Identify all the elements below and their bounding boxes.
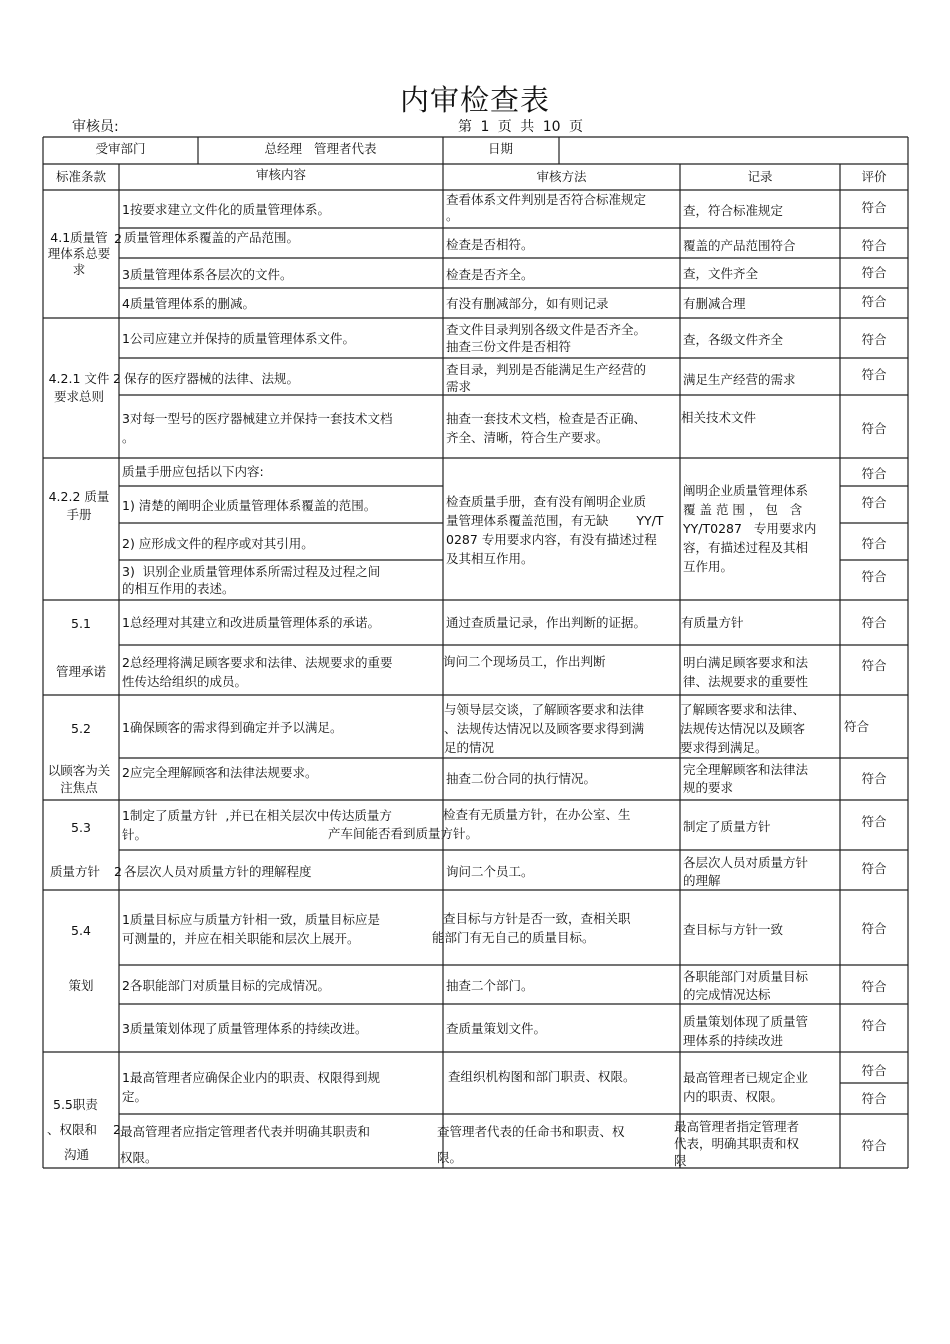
row-14-record: 完全理解顾客和法律法 规的要求 — [683, 762, 809, 795]
row-12-record: 明白满足顾客要求和法 律、法规要求的重要性 — [683, 655, 809, 689]
clause-4-2-1: 4.2.1 文件 要求总则 — [48, 371, 110, 404]
row-18-method: 抽查二个部门。 — [446, 978, 534, 993]
row-20-record: 最高管理者已规定企业 内的职责、权限。 — [683, 1070, 809, 1104]
row-20-eval: 符合 — [861, 1063, 887, 1078]
row-15-record: 制定了质量方针 — [683, 819, 771, 834]
row-6-content: 3对每一型号的医疗器械建立并保持一套技术文档 。 — [122, 411, 393, 445]
row-8-content: 1) 清楚的阐明企业质量管理体系覆盖的范围。 — [122, 498, 377, 513]
row-17-record: 查目标与方针一致 — [683, 922, 784, 937]
row-16-content: 各层次人员对质量方针的理解程度 — [124, 864, 312, 879]
clause-5-1-number: 5.1 — [71, 616, 91, 631]
row-11-record: 有质量方针 — [681, 615, 744, 630]
row-21-method: 查管理者代表的任命书和职责、权 限。 — [437, 1124, 625, 1165]
row-2-record: 查，文件齐全 — [683, 266, 759, 281]
row-4-2-2-record: 阐明企业质量管理体系 覆 盖 范 围 ， 包 含 YY/T0287 专用要求内 容，有描述过程及其相 互作用。 — [683, 483, 817, 574]
row-14-content: 2应完全理解顾客和法律法规要求。 — [122, 765, 318, 780]
row-1-eval: 符合 — [861, 238, 887, 253]
row-11-content: 1总经理对其建立和改进质量管理体系的承诺。 — [122, 615, 380, 630]
row-18-content: 2各职能部门对质量目标的完成情况。 — [122, 978, 330, 993]
row-0-eval: 符合 — [861, 200, 887, 215]
row-0-content: 1按要求建立文件化的质量管理体系。 — [122, 202, 330, 217]
row-12-eval: 符合 — [861, 658, 887, 673]
row-19-record: 质量策划体现了质量管 理体系的持续改进 — [683, 1014, 809, 1048]
row-16-record: 各层次人员对质量方针 的理解 — [683, 855, 809, 888]
clause-5-2-name: 以顾客为关 注焦点 — [47, 763, 111, 795]
row-18-eval: 符合 — [861, 979, 887, 994]
row-9-eval: 符合 — [861, 536, 887, 551]
row-0-record: 查，符合标准规定 — [683, 203, 784, 218]
row-3-eval: 符合 — [861, 294, 887, 309]
row-15-content: 1制定了质量方针 ,并已在相关层次中传达质量方 针。 — [122, 808, 392, 842]
row-3-method: 有没有删减部分，如有则记录 — [446, 296, 609, 311]
clause-5-2-number: 5.2 — [71, 721, 91, 736]
row-4-eval: 符合 — [861, 332, 887, 347]
page-title: 内审检查表 — [399, 83, 550, 117]
row-2-eval: 符合 — [861, 265, 887, 280]
row-12-method: 询问二个现场员工，作出判断 — [443, 654, 606, 669]
row-12-content: 2总经理将满足顾客要求和法律、法规要求的重要 性传达给组织的成员。 — [122, 655, 393, 689]
auditor-label: 审核员: — [72, 119, 119, 135]
row-5-method: 查目录，判别是否能满足生产经营的 需求 — [446, 362, 647, 394]
date-label: 日期 — [488, 141, 514, 156]
row-4-method: 查文件目录判别各级文件是否齐全。 抽查三份文件是否相符 — [446, 322, 647, 354]
row-17-method-cont: 能部门有无自己的质量目标。 — [432, 930, 595, 945]
row-7-content: 质量手册应包括以下内容: — [122, 464, 264, 479]
dept-label: 受审部门 — [95, 141, 146, 156]
row-6-eval: 符合 — [861, 421, 887, 436]
row-0-method: 查看体系文件判别是否符合标准规定 。 — [446, 192, 647, 223]
clause-5-1-name: 管理承诺 — [55, 664, 106, 679]
row-21-content: 最高管理者应指定管理者代表并明确其职责和 权限。 — [120, 1124, 371, 1165]
row-4-record: 查，各级文件齐全 — [683, 332, 784, 347]
row-15-method: 检查有无质量方针，在办公室、生 — [443, 807, 631, 822]
row-14-eval: 符合 — [861, 771, 887, 786]
row-19-method: 查质量策划文件。 — [446, 1021, 547, 1036]
col-header-eval: 评价 — [861, 169, 887, 184]
row-15-eval: 符合 — [861, 814, 887, 829]
row-5-content: 保存的医疗器械的法律、法规。 — [124, 371, 300, 386]
row-18-record: 各职能部门对质量目标 的完成情况达标 — [683, 969, 809, 1002]
col-header-record: 记录 — [747, 169, 773, 184]
clause-4-1-marker: 2 — [114, 231, 122, 246]
row-14-method: 抽查二份合同的执行情况。 — [446, 771, 597, 786]
clause-5-3-name: 质量方针 — [50, 864, 101, 879]
row-10-content: 3) 识别企业质量管理体系所需过程及过程之间 的相互作用的表述。 — [122, 564, 381, 596]
row-10-eval: 符合 — [861, 569, 887, 584]
row-11-method: 通过查质量记录，作出判断的证据。 — [446, 615, 647, 630]
date-field[interactable] — [565, 140, 903, 160]
row-20-content: 1最高管理者应确保企业内的职责、权限得到规 定。 — [122, 1070, 380, 1104]
row-13-method: 与领导层交谈，了解顾客要求和法律 、法规传达情况以及顾客要求得到满 足的情况 — [444, 702, 645, 755]
row-13-record: 了解顾客要求和法律、 法规传达情况以及顾客 要求得到满足。 — [680, 702, 806, 755]
row-13-eval: 符合 — [844, 719, 870, 734]
clause-5-3-number: 5.3 — [71, 820, 91, 835]
page-info: 第 1 页 共 10 页 — [458, 119, 583, 135]
clause-5-5-line2: 、权限和 — [47, 1122, 98, 1137]
row-19-eval: 符合 — [861, 1018, 887, 1033]
dept-value: 总经理 管理者代表 — [264, 141, 377, 156]
clause-5-4-number: 5.4 — [71, 923, 91, 938]
row-17-eval: 符合 — [861, 921, 887, 936]
row-1-content: 质量管理体系覆盖的产品范围。 — [124, 230, 300, 245]
row-5-eval: 符合 — [861, 367, 887, 382]
row-21-eval: 符合 — [861, 1138, 887, 1153]
row-5-record: 满足生产经营的需求 — [683, 372, 796, 387]
row-11-eval: 符合 — [861, 615, 887, 630]
row-6-record: 相关技术文件 — [681, 410, 757, 425]
row-17-content: 1质量目标应与质量方针相一致，质量目标应是 可测量的，并应在相关职能和层次上展开。 — [122, 912, 380, 946]
row-16-method: 询问二个员工。 — [446, 864, 534, 879]
row-20-method: 查组织机构图和部门职责、权限。 — [448, 1069, 636, 1084]
row-4-content: 1公司应建立并保持的质量管理体系文件。 — [122, 331, 355, 346]
row-16-eval: 符合 — [861, 861, 887, 876]
clause-5-4-name: 策划 — [68, 978, 94, 993]
row-2-method: 检查是否齐全。 — [446, 267, 534, 282]
col-header-content: 审核内容 — [255, 167, 306, 182]
row-9-content: 2) 应形成文件的程序或对其引用。 — [122, 536, 314, 551]
row-3-content: 4质量管理体系的删减。 — [122, 296, 255, 311]
col-header-method: 审核方法 — [536, 169, 587, 184]
clause-4-2-2: 4.2.2 质量 手册 — [48, 489, 110, 522]
row-6-method: 抽查一套技术文档，检查是否正确、 齐全、清晰，符合生产要求。 — [446, 411, 647, 445]
row-15-method-cont: 产车间能否看到质量方针。 — [328, 826, 479, 841]
row-1-method: 检查是否相符。 — [446, 237, 534, 252]
clause-4-1: 4.1质量管 理体系总要 求 — [47, 230, 111, 277]
clause-5-3-marker: 2 — [114, 864, 122, 879]
row-1-record: 覆盖的产品范围符合 — [683, 238, 796, 253]
col-header-clause: 标准条款 — [55, 169, 106, 184]
row-2-content: 3质量管理体系各层次的文件。 — [122, 267, 293, 282]
clause-4-2-1-marker: 2 — [113, 371, 121, 386]
clause-5-5-line1: 5.5职责 — [53, 1097, 98, 1112]
row-8-eval: 符合 — [861, 495, 887, 510]
row-13-content: 1确保顾客的需求得到确定并予以满足。 — [122, 720, 343, 735]
clause-5-5-line3: 沟通 — [64, 1147, 90, 1162]
row-4-2-2-method: 检查质量手册，查有没有阐明企业质 量管理体系覆盖范围，有无缺 YY/T 0287 专用要求内容，有没有描述过程 及其相互作用。 — [446, 494, 664, 566]
row-19-content: 3质量策划体现了质量管理体系的持续改进。 — [122, 1021, 368, 1036]
row-21-record: 最高管理者指定管理者 代表，明确其职责和权 限 — [674, 1119, 800, 1168]
row-7-eval: 符合 — [861, 466, 887, 481]
row-17-method: 查目标与方针是否一致，查相关职 — [443, 911, 631, 926]
clause-5-5-marker: 2 — [113, 1122, 121, 1137]
row-20-eval-2: 符合 — [861, 1091, 887, 1106]
row-3-record: 有删减合理 — [683, 296, 746, 311]
